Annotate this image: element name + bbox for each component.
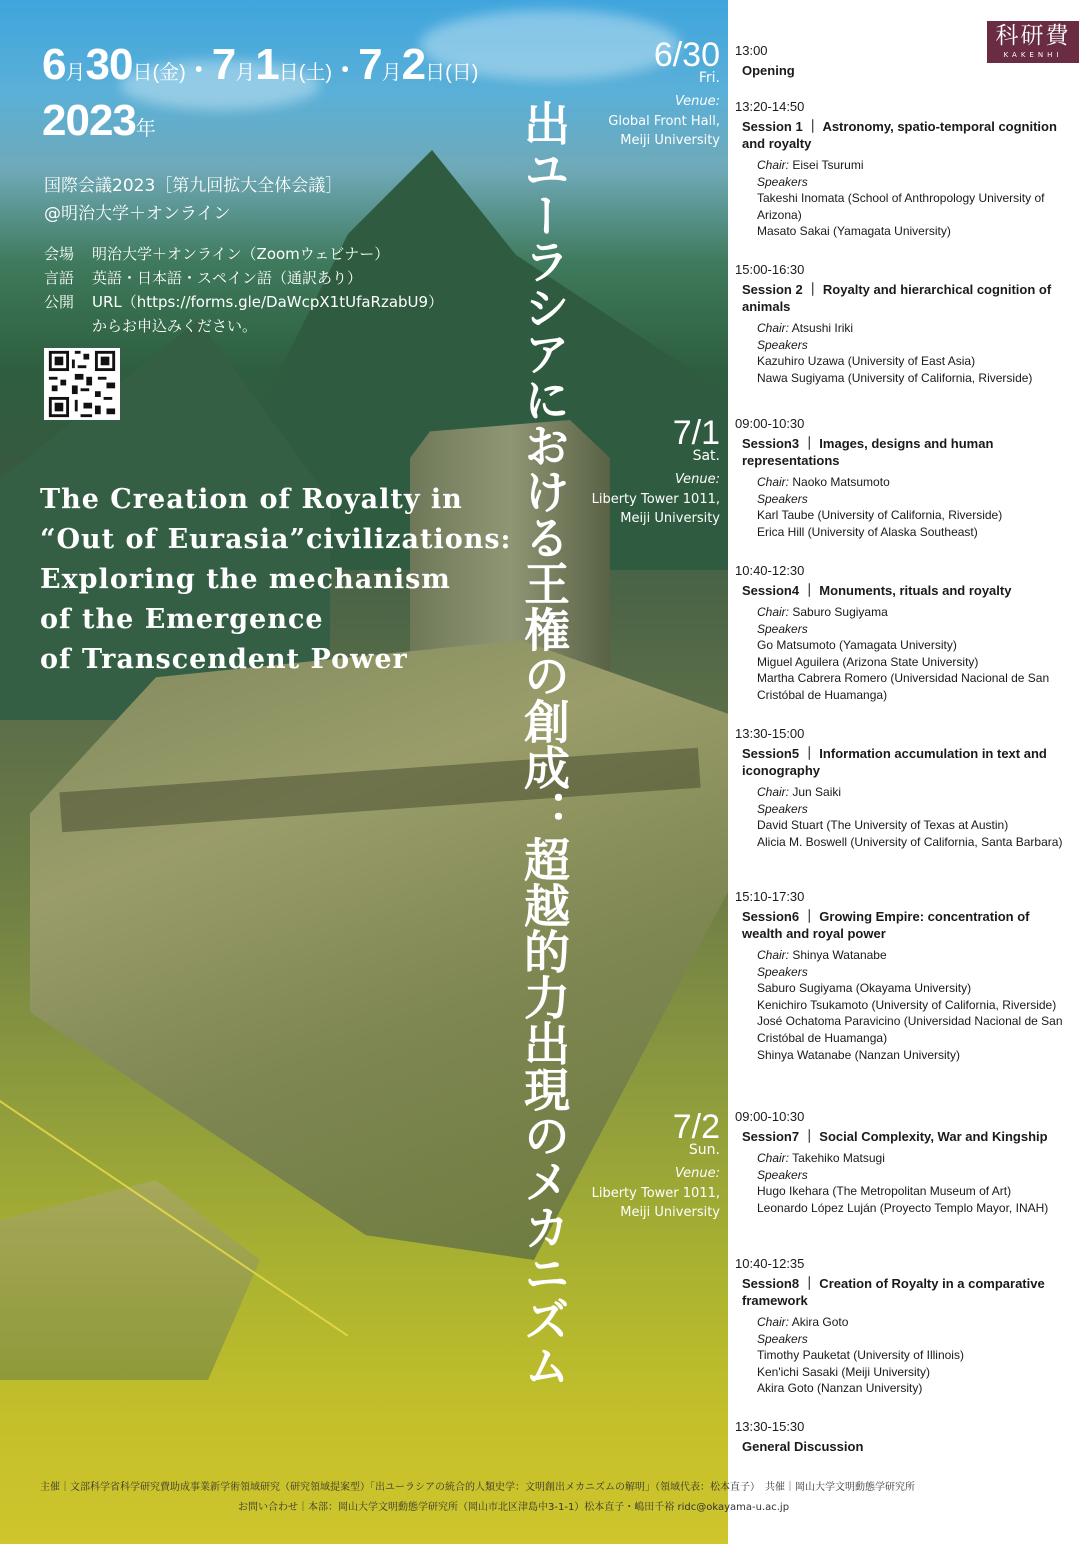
speaker: Miguel Aguilera (Arizona State University) <box>757 654 979 669</box>
program-session-4 <box>735 562 1065 704</box>
chair-name: Takehiko Matsugi <box>792 1151 885 1165</box>
year-unit: 年 <box>135 118 155 140</box>
session-title: Session 2 ｜ Royalty and hierarchical cognition of animals <box>742 282 1052 314</box>
speaker: Hugo Ikehara (The Metropolitan Museum of Art) <box>757 1184 1012 1199</box>
day-marker-0630 <box>560 38 720 150</box>
session-title: Session4 ｜ Monuments, rituals and royalty <box>742 583 1012 598</box>
chair-label: Chair: <box>757 321 790 335</box>
registration-url[interactable]: URL（https://forms.gle/DaWcpX1tUfaRzabU9） <box>92 293 444 311</box>
date-2-weekday: (土) <box>298 62 333 84</box>
session-time: 13:30-15:30 <box>735 1419 805 1434</box>
session-title: Session3 ｜ Images, designs and human representations <box>742 436 994 468</box>
speakers-label: Speakers <box>757 1331 808 1346</box>
date-1-day-unit: 日 <box>132 62 153 84</box>
day-date: 7/1 <box>672 414 720 452</box>
speaker: Timothy Pauketat (University of Illinois) <box>757 1348 964 1363</box>
qr-code-icon[interactable] <box>44 348 120 420</box>
day-date: 6/30 <box>653 36 720 74</box>
speaker: Nawa Sugiyama (University of California, Riverside) <box>757 370 1033 385</box>
day-date: 7/2 <box>672 1108 720 1146</box>
date-2-day-unit: 日 <box>278 62 299 84</box>
venue-place: Liberty Tower 1011, <box>591 1186 720 1201</box>
program-session-3 <box>735 415 1065 540</box>
venue-label: Venue: <box>675 472 720 487</box>
logo-main-text: 科研費 <box>995 23 1071 49</box>
english-title-line: of Transcendent Power <box>40 644 408 675</box>
speakers-label: Speakers <box>757 964 808 979</box>
session-time: 10:40-12:35 <box>735 1256 805 1271</box>
session-title: General Discussion <box>742 1439 864 1454</box>
date-3-day-unit: 日 <box>425 62 446 84</box>
speaker: Saburo Sugiyama (Okayama University) <box>757 981 972 996</box>
session-time: 15:10-17:30 <box>735 889 805 904</box>
session-time: 15:00-16:30 <box>735 262 805 277</box>
event-dates <box>42 40 478 90</box>
venue-label: 会場 <box>44 245 75 263</box>
venue-label: Venue: <box>675 94 720 109</box>
language-label: 言語 <box>44 269 75 287</box>
date-3-weekday: (日) <box>445 62 479 84</box>
speaker: José Ochatoma Paravicino (Universidad Nacional de San Cristóbal de Huamanga) <box>757 1014 1063 1045</box>
foreground-rock-shape <box>0 1180 260 1380</box>
day-marker-0702 <box>560 1110 720 1222</box>
date-1-day: 30 <box>85 40 133 89</box>
english-title-line: of the Emergence <box>40 604 324 635</box>
footer <box>0 1470 1092 1544</box>
date-1-weekday: (金) <box>152 62 186 84</box>
kakenhi-logo <box>987 21 1079 63</box>
chair-name: Akira Goto <box>791 1315 849 1329</box>
japanese-vertical-title: 出ユーラシアにおける王権の創成：超越的力出現のメカニズム <box>517 100 571 1388</box>
venue-place: Meiji University <box>620 511 720 526</box>
session-time: 09:00-10:30 <box>735 1109 805 1124</box>
venue-value: 明治大学＋オンライン（Zoomウェビナー） <box>92 245 390 263</box>
session-time: 10:40-12:30 <box>735 563 805 578</box>
program-session-5 <box>735 725 1065 850</box>
program-session-7 <box>735 1108 1065 1216</box>
english-title-line: Exploring the mechanism <box>40 564 451 595</box>
footer-organizers: 主催｜文部科学省科学研究費助成事業新学術領域研究（研究領域提案型）「出ユーラシアの統合的人類史学：文明創出メカニズムの解明」（領域代表：松本直子） 共催｜岡山大学文明動態学研究所 <box>40 1482 915 1493</box>
chair-label: Chair: <box>757 605 790 619</box>
venue-label: Venue: <box>675 1166 720 1181</box>
day-marker-0701 <box>560 416 720 528</box>
speaker: Karl Taube (University of California, Riverside) <box>757 508 1003 523</box>
chair-label: Chair: <box>757 785 790 799</box>
speaker: Kenichiro Tsukamoto (University of California, Riverside) <box>757 997 1057 1012</box>
footer-contact: お問い合わせ｜本部：岡山大学文明動態学研究所（岡山市北区津島中3-1-1）松本直子・嶋田千裕 ridc@okayama-u.ac.jp <box>238 1502 790 1513</box>
speakers-label: Speakers <box>757 337 808 352</box>
english-title-line: “Out of Eurasia”civilizations: <box>40 524 512 555</box>
speaker: Leonardo López Luján (Proyecto Templo Mayor, INAH) <box>757 1200 1049 1215</box>
speaker: Kazuhiro Uzawa (University of East Asia) <box>757 354 976 369</box>
speakers-label: Speakers <box>757 801 808 816</box>
program-session-2 <box>735 261 1065 386</box>
speaker: Martha Cabrera Romero (Universidad Nacional de San Cristóbal de Huamanga) <box>757 671 1050 702</box>
venue-place: Meiji University <box>620 1205 720 1220</box>
session-title: Session6 ｜ Growing Empire: concentration of wealth and royal power <box>742 909 1030 941</box>
venue-place: Meiji University <box>620 133 720 148</box>
event-info <box>44 242 443 338</box>
speaker: Akira Goto (Nanzan University) <box>757 1381 923 1396</box>
session-title: Session8 ｜ Creation of Royalty in a comparative framework <box>742 1276 1045 1308</box>
speaker: Masato Sakai (Yamagata University) <box>757 224 951 239</box>
day-weekday: Fri. <box>698 70 720 86</box>
speaker: Alicia M. Boswell (University of California, Santa Barbara) <box>757 834 1063 849</box>
speakers-label: Speakers <box>757 621 808 636</box>
chair-name: Saburo Sugiyama <box>792 605 888 619</box>
session-time: 13:00 <box>735 43 768 58</box>
session-time: 13:20-14:50 <box>735 99 805 114</box>
session-title: Opening <box>742 63 795 78</box>
program-session-1 <box>735 98 1065 240</box>
open-label: 公開 <box>44 293 75 311</box>
english-title <box>40 480 520 680</box>
speaker: Ken'ichi Sasaki (Meiji University) <box>757 1364 931 1379</box>
registration-note: からお申込みください。 <box>92 317 258 335</box>
conference-name <box>44 172 342 228</box>
date-separator: ・ <box>185 55 212 85</box>
conference-line-2: @明治大学＋オンライン <box>44 204 231 224</box>
chair-label: Chair: <box>757 1315 790 1329</box>
english-title-line: The Creation of Royalty in <box>40 484 463 515</box>
program-column <box>728 0 1092 1470</box>
speaker: Go Matsumoto (Yamagata University) <box>757 638 957 653</box>
session-title: Session7 ｜ Social Complexity, War and Kingship <box>742 1129 1048 1144</box>
chair-name: Jun Saiki <box>792 785 842 799</box>
program-session-6 <box>735 888 1065 1063</box>
session-time: 09:00-10:30 <box>735 416 805 431</box>
session-time: 13:30-15:00 <box>735 726 805 741</box>
speakers-label: Speakers <box>757 174 808 189</box>
day-weekday: Sat. <box>692 448 720 464</box>
speaker: Erica Hill (University of Alaska Southeast) <box>757 524 978 539</box>
chair-name: Naoko Matsumoto <box>792 475 890 489</box>
chair-label: Chair: <box>757 948 790 962</box>
conference-line-1: 国際会議2023［第九回拡大全体会議］ <box>44 176 343 196</box>
date-2-month-unit: 月 <box>235 62 256 84</box>
chair-name: Shinya Watanabe <box>792 948 887 962</box>
chair-name: Eisei Tsurumi <box>792 158 864 172</box>
speaker: Takeshi Inomata (School of Anthropology University of Arizona) <box>757 191 1045 222</box>
date-separator: ・ <box>332 55 359 85</box>
date-3-month: 7 <box>358 40 382 89</box>
year-number: 2023 <box>42 96 136 145</box>
speaker: David Stuart (The University of Texas at Austin) <box>757 818 1009 833</box>
venue-place: Liberty Tower 1011, <box>591 492 720 507</box>
date-3-month-unit: 月 <box>381 62 402 84</box>
chair-label: Chair: <box>757 475 790 489</box>
date-1-month: 6 <box>42 40 66 89</box>
chair-name: Atsushi Iriki <box>791 321 854 335</box>
program-session-8 <box>735 1255 1065 1397</box>
speakers-label: Speakers <box>757 1167 808 1182</box>
day-weekday: Sun. <box>688 1142 720 1158</box>
event-year <box>42 96 155 146</box>
venue-place: Global Front Hall, <box>608 114 720 129</box>
date-2-day: 1 <box>255 40 279 89</box>
session-title: Session5 ｜ Information accumulation in text and iconography <box>742 746 1047 778</box>
date-1-month-unit: 月 <box>65 62 86 84</box>
session-title: Session 1 ｜ Astronomy, spatio-temporal cognition and royalty <box>742 119 1057 151</box>
speaker: Shinya Watanabe (Nanzan University) <box>757 1047 960 1062</box>
speakers-label: Speakers <box>757 491 808 506</box>
date-3-day: 2 <box>401 40 426 89</box>
program-general-discussion <box>735 1418 1065 1455</box>
logo-sub-text: KAKENHI <box>1003 51 1063 59</box>
chair-label: Chair: <box>757 1151 790 1165</box>
date-2-month: 7 <box>211 40 236 89</box>
chair-label: Chair: <box>757 158 790 172</box>
language-value: 英語・日本語・スペイン語（通訳あり） <box>92 269 363 287</box>
